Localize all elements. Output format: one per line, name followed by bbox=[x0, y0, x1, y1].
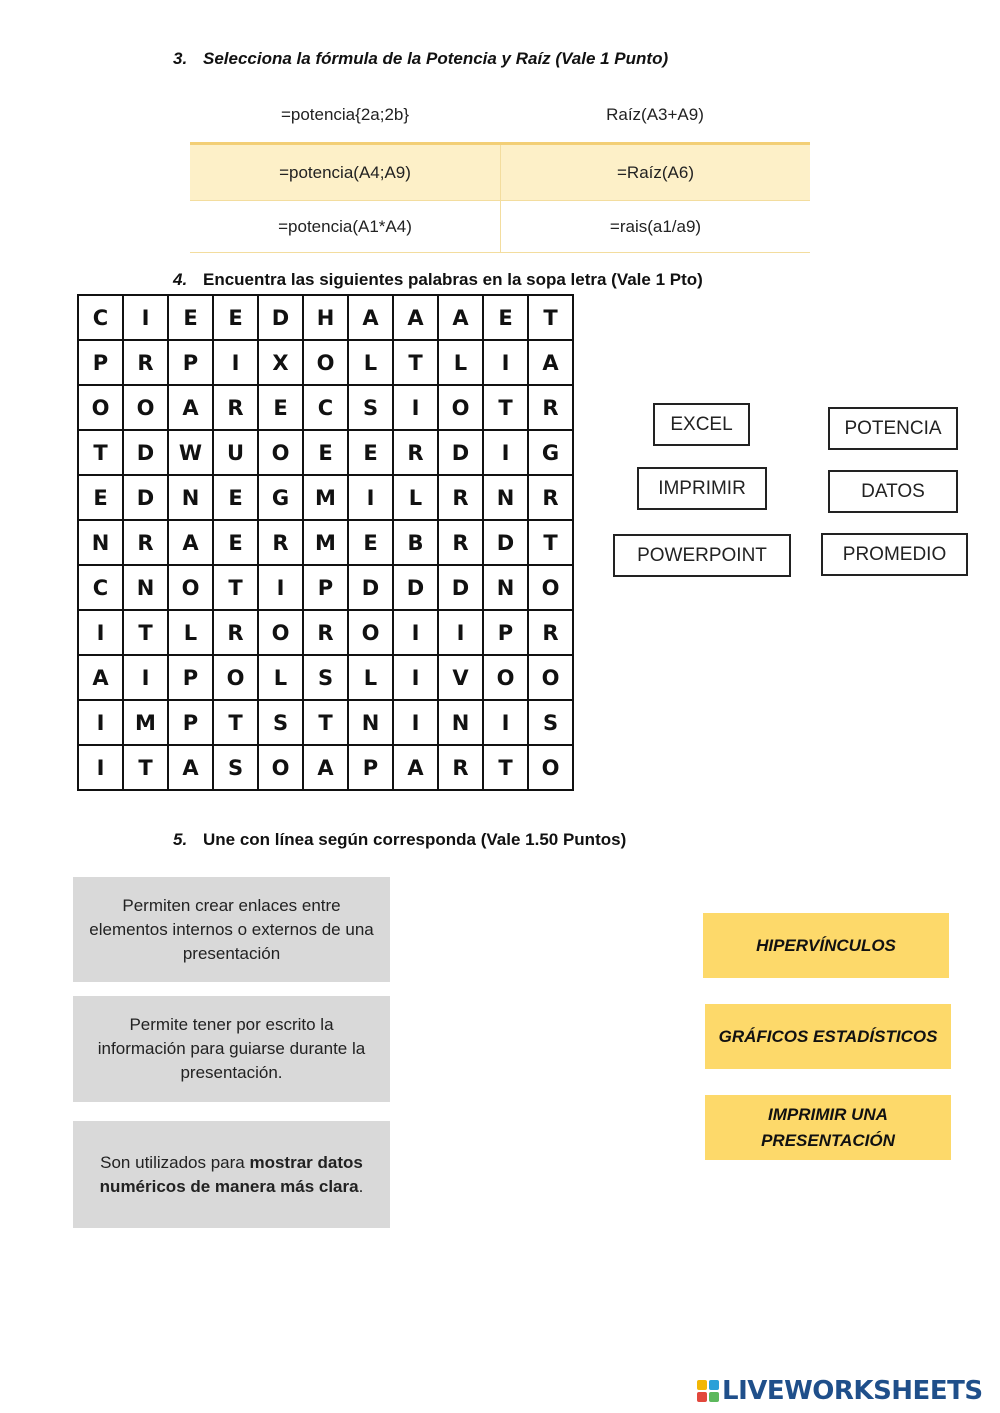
grid-cell[interactable]: N bbox=[349, 701, 394, 746]
grid-cell[interactable]: C bbox=[304, 386, 349, 431]
grid-cell[interactable]: G bbox=[529, 431, 574, 476]
grid-cell[interactable]: O bbox=[529, 566, 574, 611]
grid-cell[interactable]: O bbox=[214, 656, 259, 701]
grid-cell[interactable]: R bbox=[214, 386, 259, 431]
grid-cell[interactable]: T bbox=[124, 746, 169, 791]
grid-cell[interactable]: I bbox=[484, 701, 529, 746]
definition-text-suffix: . bbox=[358, 1176, 364, 1196]
grid-cell[interactable]: A bbox=[394, 296, 439, 341]
grid-cell[interactable]: I bbox=[79, 701, 124, 746]
grid-cell[interactable]: O bbox=[79, 386, 124, 431]
grid-cell[interactable]: I bbox=[214, 341, 259, 386]
grid-cell[interactable]: S bbox=[349, 386, 394, 431]
grid-cell[interactable]: E bbox=[214, 476, 259, 521]
question-3-heading bbox=[173, 49, 668, 69]
grid-cell[interactable]: E bbox=[484, 296, 529, 341]
grid-cell[interactable]: P bbox=[484, 611, 529, 656]
grid-cell[interactable]: T bbox=[529, 521, 574, 566]
grid-cell[interactable]: A bbox=[394, 746, 439, 791]
grid-cell[interactable]: A bbox=[79, 656, 124, 701]
grid-cell[interactable]: L bbox=[439, 341, 484, 386]
grid-cell[interactable]: I bbox=[439, 611, 484, 656]
question-text: Une con línea según corresponda (Vale 1.50 Puntos) bbox=[203, 830, 627, 849]
grid-cell[interactable]: M bbox=[304, 521, 349, 566]
grid-cell[interactable]: L bbox=[259, 656, 304, 701]
grid-cell[interactable]: D bbox=[124, 431, 169, 476]
grid-cell[interactable]: A bbox=[304, 746, 349, 791]
grid-cell[interactable]: I bbox=[484, 431, 529, 476]
word-box-datos: DATOS bbox=[828, 470, 958, 513]
grid-cell[interactable]: T bbox=[79, 431, 124, 476]
grid-cell[interactable]: D bbox=[124, 476, 169, 521]
grid-cell[interactable]: O bbox=[529, 656, 574, 701]
grid-cell[interactable]: E bbox=[169, 296, 214, 341]
table-row bbox=[190, 88, 810, 142]
grid-cell[interactable]: D bbox=[484, 521, 529, 566]
grid-cell[interactable]: I bbox=[394, 611, 439, 656]
question-5-heading bbox=[173, 830, 626, 850]
grid-cell[interactable]: P bbox=[349, 746, 394, 791]
question-text: Selecciona la fórmula de la Potencia y Raíz (Vale 1 Punto) bbox=[203, 49, 669, 68]
definition-text: Permiten crear enlaces entre elementos internos o externos de una presentación bbox=[89, 895, 374, 963]
grid-cell[interactable]: R bbox=[439, 746, 484, 791]
grid-cell[interactable]: R bbox=[124, 521, 169, 566]
word-box-promedio: PROMEDIO bbox=[821, 533, 968, 576]
grid-cell[interactable]: O bbox=[259, 746, 304, 791]
grid-cell[interactable]: L bbox=[394, 476, 439, 521]
grid-cell[interactable]: T bbox=[304, 701, 349, 746]
table-row bbox=[190, 142, 810, 201]
formula-options-table bbox=[190, 88, 810, 253]
grid-cell[interactable]: M bbox=[304, 476, 349, 521]
grid-cell[interactable]: T bbox=[214, 566, 259, 611]
grid-cell[interactable]: O bbox=[484, 656, 529, 701]
grid-cell[interactable]: I bbox=[394, 386, 439, 431]
grid-cell[interactable]: G bbox=[259, 476, 304, 521]
grid-cell[interactable]: E bbox=[214, 521, 259, 566]
grid-cell[interactable]: I bbox=[124, 296, 169, 341]
grid-cell[interactable]: N bbox=[124, 566, 169, 611]
word-box-imprimir: IMPRIMIR bbox=[637, 467, 767, 510]
formula-option[interactable]: =potencia(A4;A9) bbox=[279, 162, 411, 182]
grid-cell[interactable]: W bbox=[169, 431, 214, 476]
grid-cell[interactable]: T bbox=[214, 701, 259, 746]
grid-cell[interactable]: O bbox=[124, 386, 169, 431]
logo-mark-icon bbox=[697, 1380, 719, 1402]
definition-text-prefix: Son utilizados para bbox=[100, 1152, 250, 1172]
formula-option[interactable]: =rais(a1/a9) bbox=[500, 201, 810, 252]
word-search-grid[interactable] bbox=[77, 294, 574, 791]
grid-cell[interactable]: O bbox=[169, 566, 214, 611]
grid-cell[interactable]: N bbox=[439, 701, 484, 746]
formula-option[interactable]: =potencia{2a;2b} bbox=[280, 105, 410, 124]
grid-cell[interactable]: T bbox=[124, 611, 169, 656]
grid-cell[interactable]: O bbox=[529, 746, 574, 791]
grid-cell[interactable]: D bbox=[439, 566, 484, 611]
grid-cell[interactable]: R bbox=[529, 386, 574, 431]
definition-box[interactable] bbox=[73, 1121, 390, 1228]
grid-cell[interactable]: N bbox=[79, 521, 124, 566]
definition-box[interactable] bbox=[73, 877, 390, 982]
grid-cell[interactable]: E bbox=[304, 431, 349, 476]
grid-cell[interactable]: E bbox=[214, 296, 259, 341]
grid-cell[interactable]: X bbox=[259, 341, 304, 386]
grid-cell[interactable]: T bbox=[484, 746, 529, 791]
grid-cell[interactable]: V bbox=[439, 656, 484, 701]
grid-cell[interactable]: D bbox=[439, 431, 484, 476]
formula-option[interactable]: Raíz(A3+A9) bbox=[606, 105, 704, 124]
grid-cell[interactable]: R bbox=[529, 476, 574, 521]
grid-cell[interactable]: B bbox=[394, 521, 439, 566]
grid-cell[interactable]: O bbox=[259, 611, 304, 656]
word-box-powerpoint: POWERPOINT bbox=[613, 534, 791, 577]
grid-cell[interactable]: H bbox=[304, 296, 349, 341]
grid-cell[interactable]: A bbox=[529, 341, 574, 386]
term-box-hipervinculos[interactable]: HIPERVÍNCULOS bbox=[703, 913, 949, 978]
table-row bbox=[190, 201, 810, 253]
grid-cell[interactable]: D bbox=[394, 566, 439, 611]
grid-cell[interactable]: L bbox=[169, 611, 214, 656]
grid-cell[interactable]: I bbox=[394, 656, 439, 701]
term-box-graficos[interactable]: GRÁFICOS ESTADÍSTICOS bbox=[705, 1004, 951, 1069]
definition-text-bold: mostrar datos numéricos de manera más clara bbox=[99, 1152, 363, 1196]
grid-cell[interactable]: O bbox=[304, 341, 349, 386]
grid-cell[interactable]: I bbox=[394, 701, 439, 746]
grid-cell[interactable]: I bbox=[349, 476, 394, 521]
grid-cell[interactable]: R bbox=[529, 611, 574, 656]
grid-cell[interactable]: M bbox=[124, 701, 169, 746]
grid-cell[interactable]: N bbox=[484, 566, 529, 611]
formula-option[interactable]: =potencia(A1*A4) bbox=[278, 216, 412, 236]
question-4-heading bbox=[173, 270, 703, 290]
grid-cell[interactable]: A bbox=[349, 296, 394, 341]
grid-cell[interactable]: S bbox=[304, 656, 349, 701]
grid-cell[interactable]: L bbox=[349, 656, 394, 701]
grid-cell[interactable]: E bbox=[349, 431, 394, 476]
grid-cell[interactable]: S bbox=[259, 701, 304, 746]
grid-cell[interactable]: P bbox=[169, 656, 214, 701]
grid-cell[interactable]: L bbox=[349, 341, 394, 386]
grid-cell[interactable]: P bbox=[79, 341, 124, 386]
grid-cell[interactable]: R bbox=[439, 521, 484, 566]
word-box-excel: EXCEL bbox=[653, 403, 750, 446]
grid-cell[interactable]: E bbox=[79, 476, 124, 521]
grid-cell[interactable]: T bbox=[529, 296, 574, 341]
grid-cell[interactable]: O bbox=[259, 431, 304, 476]
grid-cell[interactable]: N bbox=[169, 476, 214, 521]
liveworksheets-logo bbox=[697, 1376, 983, 1406]
grid-cell[interactable]: E bbox=[259, 386, 304, 431]
grid-cell[interactable]: I bbox=[484, 341, 529, 386]
grid-cell[interactable]: T bbox=[484, 386, 529, 431]
grid-cell[interactable]: I bbox=[79, 746, 124, 791]
grid-cell[interactable]: P bbox=[169, 341, 214, 386]
grid-cell[interactable]: R bbox=[439, 476, 484, 521]
question-number: 4. bbox=[173, 270, 188, 289]
question-number: 5. bbox=[173, 830, 188, 849]
grid-cell[interactable]: U bbox=[214, 431, 259, 476]
grid-cell[interactable]: O bbox=[439, 386, 484, 431]
grid-cell[interactable]: A bbox=[439, 296, 484, 341]
grid-cell[interactable]: P bbox=[304, 566, 349, 611]
grid-cell[interactable]: T bbox=[394, 341, 439, 386]
definition-text: Permite tener por escrito la información para guiarse durante la presentación. bbox=[97, 1015, 366, 1082]
grid-cell[interactable]: R bbox=[124, 341, 169, 386]
grid-cell[interactable]: P bbox=[169, 701, 214, 746]
grid-cell[interactable]: S bbox=[214, 746, 259, 791]
grid-cell[interactable]: S bbox=[529, 701, 574, 746]
grid-cell[interactable]: E bbox=[349, 521, 394, 566]
grid-cell[interactable]: O bbox=[349, 611, 394, 656]
grid-cell[interactable]: R bbox=[259, 521, 304, 566]
grid-cell[interactable]: D bbox=[349, 566, 394, 611]
grid-cell[interactable]: I bbox=[124, 656, 169, 701]
word-box-potencia: POTENCIA bbox=[828, 407, 958, 450]
question-text: Encuentra las siguientes palabras en la sopa letra (Vale 1 Pto) bbox=[203, 270, 703, 289]
grid-cell[interactable]: C bbox=[79, 566, 124, 611]
question-number: 3. bbox=[173, 49, 188, 68]
term-box-imprimir[interactable]: IMPRIMIR UNA PRESENTACIÓN bbox=[705, 1095, 951, 1160]
grid-cell[interactable]: D bbox=[259, 296, 304, 341]
definition-text bbox=[87, 1151, 376, 1199]
grid-cell[interactable]: C bbox=[79, 296, 124, 341]
logo-text: LIVEWORKSHEETS bbox=[722, 1376, 983, 1406]
grid-cell[interactable]: R bbox=[304, 611, 349, 656]
grid-cell[interactable]: I bbox=[259, 566, 304, 611]
definition-box[interactable] bbox=[73, 996, 390, 1102]
formula-option[interactable]: =Raíz(A6) bbox=[500, 145, 810, 200]
grid-cell[interactable]: R bbox=[394, 431, 439, 476]
grid-cell[interactable]: R bbox=[214, 611, 259, 656]
grid-cell[interactable]: A bbox=[169, 521, 214, 566]
grid-cell[interactable]: N bbox=[484, 476, 529, 521]
grid-cell[interactable]: A bbox=[169, 386, 214, 431]
grid-cell[interactable]: A bbox=[169, 746, 214, 791]
grid-cell[interactable]: I bbox=[79, 611, 124, 656]
